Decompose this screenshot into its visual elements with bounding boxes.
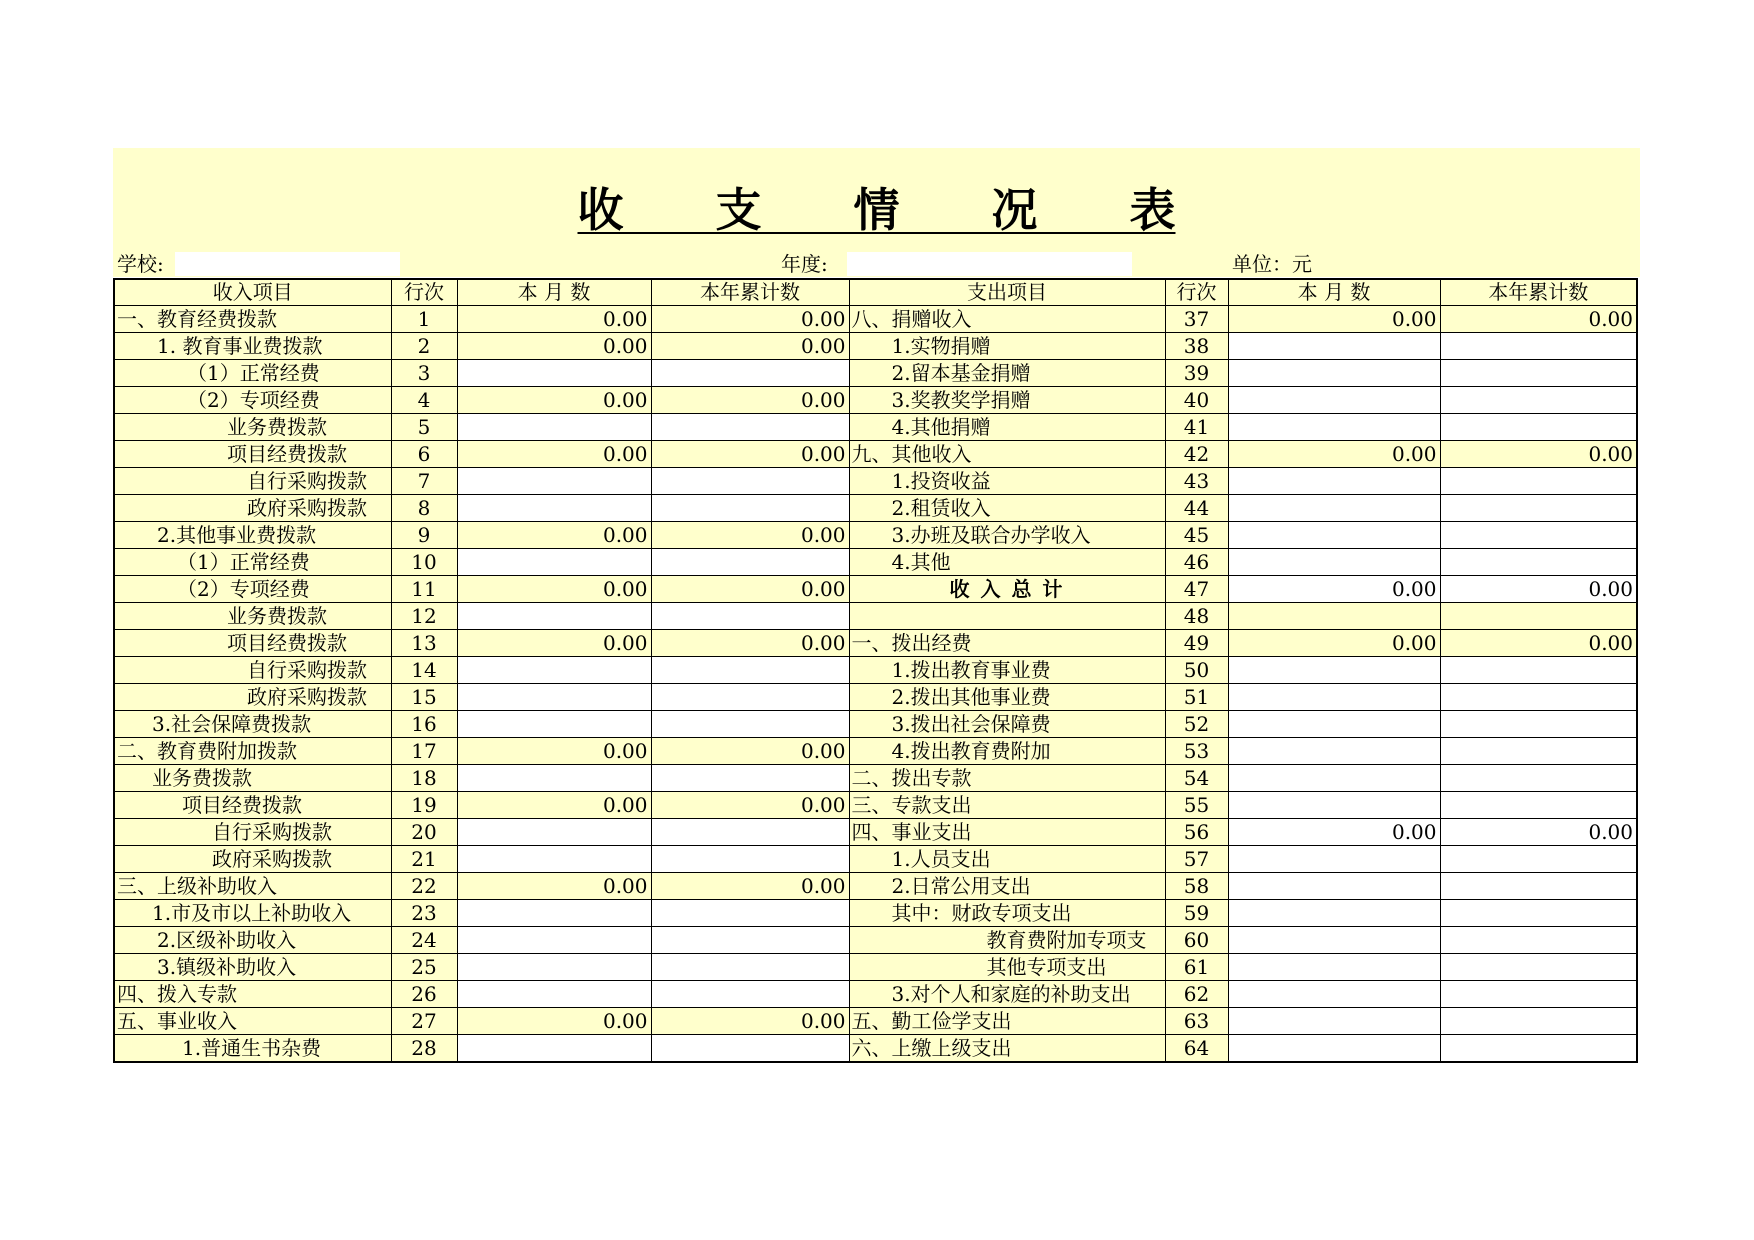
income-this-month-cell[interactable] xyxy=(457,846,651,873)
expense-ytd-cell[interactable]: 0.00 xyxy=(1440,441,1637,468)
expense-ytd-cell[interactable] xyxy=(1440,603,1637,630)
income-this-month-cell[interactable]: 0.00 xyxy=(457,522,651,549)
expense-ytd-cell[interactable] xyxy=(1440,981,1637,1008)
expense-row-no-cell[interactable]: 52 xyxy=(1165,711,1228,738)
income-item-cell[interactable]: 项目经费拨款 xyxy=(114,792,391,819)
income-ytd-cell[interactable]: 0.00 xyxy=(651,792,849,819)
income-row-no-cell[interactable]: 9 xyxy=(391,522,457,549)
income-this-month-cell[interactable] xyxy=(457,495,651,522)
expense-this-month-cell[interactable] xyxy=(1228,657,1440,684)
expense-ytd-cell[interactable] xyxy=(1440,387,1637,414)
income-this-month-cell[interactable]: 0.00 xyxy=(457,441,651,468)
expense-ytd-cell[interactable] xyxy=(1440,468,1637,495)
table-row xyxy=(114,360,1637,387)
expense-item-cell[interactable]: 六、上缴上级支出 xyxy=(849,1035,1165,1063)
income-ytd-cell[interactable]: 0.00 xyxy=(651,306,849,333)
income-row-no-cell[interactable]: 8 xyxy=(391,495,457,522)
expense-ytd-cell[interactable] xyxy=(1440,549,1637,576)
expense-this-month-cell[interactable] xyxy=(1228,711,1440,738)
expense-row-no-cell[interactable]: 44 xyxy=(1165,495,1228,522)
table-row xyxy=(114,1035,1637,1063)
income-ytd-cell[interactable] xyxy=(651,657,849,684)
expense-row-no-cell[interactable]: 40 xyxy=(1165,387,1228,414)
expense-ytd-cell[interactable] xyxy=(1440,900,1637,927)
unit-label: 单位：元 xyxy=(1232,252,1312,276)
expense-this-month-cell[interactable] xyxy=(1228,1008,1440,1035)
income-ytd-cell[interactable] xyxy=(651,819,849,846)
expense-ytd-cell[interactable]: 0.00 xyxy=(1440,576,1637,603)
table-row xyxy=(114,927,1637,954)
income-ytd-cell[interactable]: 0.00 xyxy=(651,333,849,360)
income-row-no-cell[interactable]: 15 xyxy=(391,684,457,711)
income-ytd-cell[interactable] xyxy=(651,414,849,441)
income-item-cell[interactable]: 项目经费拨款 xyxy=(114,630,391,657)
expense-row-no-cell[interactable]: 58 xyxy=(1165,873,1228,900)
table-row xyxy=(114,846,1637,873)
expense-item-cell[interactable]: 3.奖教奖学捐赠 xyxy=(849,387,1165,414)
income-this-month-cell[interactable]: 0.00 xyxy=(457,630,651,657)
expense-row-no-cell[interactable]: 39 xyxy=(1165,360,1228,387)
income-ytd-cell[interactable]: 0.00 xyxy=(651,630,849,657)
expense-this-month-cell[interactable] xyxy=(1228,684,1440,711)
income-ytd-cell[interactable] xyxy=(651,360,849,387)
expense-row-no-cell[interactable]: 37 xyxy=(1165,306,1228,333)
expense-ytd-cell[interactable] xyxy=(1440,711,1637,738)
income-ytd-cell[interactable] xyxy=(651,684,849,711)
table-row xyxy=(114,306,1637,333)
income-this-month-cell[interactable]: 0.00 xyxy=(457,576,651,603)
year-label: 年度: xyxy=(781,252,828,276)
income-item-cell[interactable]: 2.其他事业费拨款 xyxy=(114,522,391,549)
income-this-month-cell[interactable]: 0.00 xyxy=(457,792,651,819)
title-text: 收 支 情 况 表 xyxy=(577,183,1176,237)
income-item-cell[interactable]: 三、上级补助收入 xyxy=(114,873,391,900)
income-item-cell[interactable]: 五、事业收入 xyxy=(114,1008,391,1035)
income-row-no-cell[interactable]: 5 xyxy=(391,414,457,441)
income-row-no-cell[interactable]: 10 xyxy=(391,549,457,576)
table-row xyxy=(114,333,1637,360)
table-row xyxy=(114,819,1637,846)
expense-row-no-cell[interactable]: 64 xyxy=(1165,1035,1228,1063)
table-row xyxy=(114,684,1637,711)
income-ytd-cell[interactable]: 0.00 xyxy=(651,873,849,900)
expense-item-cell[interactable]: 3.办班及联合办学收入 xyxy=(849,522,1165,549)
expense-row-no-cell[interactable]: 54 xyxy=(1165,765,1228,792)
expense-this-month-cell[interactable] xyxy=(1228,792,1440,819)
income-row-no-cell[interactable]: 14 xyxy=(391,657,457,684)
income-item-cell[interactable]: （2）专项经费 xyxy=(114,387,391,414)
table-row xyxy=(114,495,1637,522)
expense-this-month-cell[interactable]: 0.00 xyxy=(1228,441,1440,468)
expense-item-cell[interactable]: 1.拨出教育事业费 xyxy=(849,657,1165,684)
income-item-cell[interactable]: 1.普通生书杂费 xyxy=(114,1035,391,1063)
expense-item-cell[interactable]: 五、勤工俭学支出 xyxy=(849,1008,1165,1035)
income-ytd-cell[interactable] xyxy=(651,846,849,873)
expense-ytd-cell[interactable] xyxy=(1440,846,1637,873)
col-income-item: 收入项目 xyxy=(114,279,391,306)
expense-ytd-cell[interactable] xyxy=(1440,360,1637,387)
expense-item-cell[interactable]: 1.投资收益 xyxy=(849,468,1165,495)
col-row-no-2: 行次 xyxy=(1165,279,1228,306)
table-row xyxy=(114,873,1637,900)
table-row xyxy=(114,792,1637,819)
expense-this-month-cell[interactable] xyxy=(1228,603,1440,630)
income-this-month-cell[interactable] xyxy=(457,711,651,738)
expense-item-cell[interactable]: 4.拨出教育费附加 xyxy=(849,738,1165,765)
income-ytd-cell[interactable] xyxy=(651,495,849,522)
income-row-no-cell[interactable]: 25 xyxy=(391,954,457,981)
income-item-cell[interactable]: 自行采购拨款 xyxy=(114,468,391,495)
expense-item-cell[interactable]: 4.其他 xyxy=(849,549,1165,576)
school-field[interactable] xyxy=(175,252,400,276)
expense-row-no-cell[interactable]: 51 xyxy=(1165,684,1228,711)
table-row xyxy=(114,630,1637,657)
income-row-no-cell[interactable]: 1 xyxy=(391,306,457,333)
col-year-to-date-2: 本年累计数 xyxy=(1440,279,1637,306)
expense-this-month-cell[interactable] xyxy=(1228,873,1440,900)
income-item-cell[interactable]: 政府采购拨款 xyxy=(114,495,391,522)
income-item-cell[interactable]: 业务费拨款 xyxy=(114,765,391,792)
expense-item-cell[interactable]: 三、专款支出 xyxy=(849,792,1165,819)
expense-item-cell[interactable]: 3.拨出社会保障费 xyxy=(849,711,1165,738)
expense-row-no-cell[interactable]: 59 xyxy=(1165,900,1228,927)
col-this-month-2: 本 月 数 xyxy=(1228,279,1440,306)
expense-row-no-cell[interactable]: 50 xyxy=(1165,657,1228,684)
income-this-month-cell[interactable] xyxy=(457,954,651,981)
income-row-no-cell[interactable]: 22 xyxy=(391,873,457,900)
year-field[interactable] xyxy=(847,252,1132,276)
income-ytd-cell[interactable] xyxy=(651,603,849,630)
expense-item-cell[interactable]: 2.日常公用支出 xyxy=(849,873,1165,900)
income-item-cell[interactable]: （1）正常经费 xyxy=(114,360,391,387)
expense-this-month-cell[interactable] xyxy=(1228,468,1440,495)
expense-this-month-cell[interactable] xyxy=(1228,414,1440,441)
expense-item-cell[interactable]: 其中：财政专项支出 xyxy=(849,900,1165,927)
table-row xyxy=(114,657,1637,684)
income-item-cell[interactable]: 业务费拨款 xyxy=(114,414,391,441)
expense-row-no-cell[interactable]: 60 xyxy=(1165,927,1228,954)
page-title xyxy=(113,174,1640,240)
table-row xyxy=(114,576,1637,603)
income-this-month-cell[interactable]: 0.00 xyxy=(457,306,651,333)
income-ytd-cell[interactable] xyxy=(651,900,849,927)
expense-item-cell[interactable]: 其他专项支出 xyxy=(849,954,1165,981)
report-sheet xyxy=(113,148,1640,1085)
expense-row-no-cell[interactable]: 48 xyxy=(1165,603,1228,630)
expense-row-no-cell[interactable]: 53 xyxy=(1165,738,1228,765)
table-row xyxy=(114,387,1637,414)
expense-this-month-cell[interactable]: 0.00 xyxy=(1228,819,1440,846)
expense-row-no-cell[interactable]: 47 xyxy=(1165,576,1228,603)
income-row-no-cell[interactable]: 4 xyxy=(391,387,457,414)
expense-ytd-cell[interactable] xyxy=(1440,684,1637,711)
income-this-month-cell[interactable] xyxy=(457,684,651,711)
expense-row-no-cell[interactable]: 57 xyxy=(1165,846,1228,873)
income-row-no-cell[interactable]: 6 xyxy=(391,441,457,468)
income-row-no-cell[interactable]: 28 xyxy=(391,1035,457,1063)
table-row xyxy=(114,549,1637,576)
expense-item-cell[interactable]: 一、拨出经费 xyxy=(849,630,1165,657)
income-row-no-cell[interactable]: 7 xyxy=(391,468,457,495)
expense-row-no-cell[interactable]: 61 xyxy=(1165,954,1228,981)
income-this-month-cell[interactable] xyxy=(457,927,651,954)
table-row xyxy=(114,522,1637,549)
income-ytd-cell[interactable]: 0.00 xyxy=(651,387,849,414)
expense-ytd-cell[interactable] xyxy=(1440,1035,1637,1063)
income-row-no-cell[interactable]: 20 xyxy=(391,819,457,846)
expense-item-cell[interactable]: 四、事业支出 xyxy=(849,819,1165,846)
income-ytd-cell[interactable]: 0.00 xyxy=(651,738,849,765)
income-this-month-cell[interactable] xyxy=(457,900,651,927)
income-ytd-cell[interactable] xyxy=(651,711,849,738)
income-item-cell[interactable]: 3.社会保障费拨款 xyxy=(114,711,391,738)
income-row-no-cell[interactable]: 12 xyxy=(391,603,457,630)
expense-item-cell[interactable]: 1.人员支出 xyxy=(849,846,1165,873)
expense-ytd-cell[interactable] xyxy=(1440,414,1637,441)
expense-item-cell[interactable]: 八、捐赠收入 xyxy=(849,306,1165,333)
expense-this-month-cell[interactable] xyxy=(1228,333,1440,360)
income-item-cell[interactable]: 二、教育费附加拨款 xyxy=(114,738,391,765)
income-this-month-cell[interactable] xyxy=(457,414,651,441)
income-this-month-cell[interactable] xyxy=(457,765,651,792)
income-ytd-cell[interactable]: 0.00 xyxy=(651,441,849,468)
expense-row-no-cell[interactable]: 45 xyxy=(1165,522,1228,549)
income-this-month-cell[interactable] xyxy=(457,1035,651,1063)
expense-ytd-cell[interactable] xyxy=(1440,927,1637,954)
income-row-no-cell[interactable]: 2 xyxy=(391,333,457,360)
expense-row-no-cell[interactable]: 46 xyxy=(1165,549,1228,576)
income-item-cell[interactable]: （1）正常经费 xyxy=(114,549,391,576)
expense-ytd-cell[interactable]: 0.00 xyxy=(1440,630,1637,657)
col-expense-item: 支出项目 xyxy=(849,279,1165,306)
expense-row-no-cell[interactable]: 43 xyxy=(1165,468,1228,495)
income-row-no-cell[interactable]: 23 xyxy=(391,900,457,927)
expense-this-month-cell[interactable] xyxy=(1228,765,1440,792)
table-row xyxy=(114,441,1637,468)
expense-this-month-cell[interactable]: 0.00 xyxy=(1228,630,1440,657)
income-this-month-cell[interactable] xyxy=(457,981,651,1008)
table-row xyxy=(114,468,1637,495)
income-item-cell[interactable]: 一、教育经费拨款 xyxy=(114,306,391,333)
expense-this-month-cell[interactable] xyxy=(1228,549,1440,576)
expense-ytd-cell[interactable] xyxy=(1440,522,1637,549)
expense-item-cell[interactable]: 九、其他收入 xyxy=(849,441,1165,468)
expense-ytd-cell[interactable] xyxy=(1440,954,1637,981)
income-item-cell[interactable]: 自行采购拨款 xyxy=(114,819,391,846)
income-item-cell[interactable]: 政府采购拨款 xyxy=(114,846,391,873)
income-ytd-cell[interactable]: 0.00 xyxy=(651,576,849,603)
expense-item-cell[interactable]: 2.留本基金捐赠 xyxy=(849,360,1165,387)
table-row xyxy=(114,954,1637,981)
income-this-month-cell[interactable] xyxy=(457,819,651,846)
expense-this-month-cell[interactable] xyxy=(1228,387,1440,414)
table-row xyxy=(114,900,1637,927)
income-row-no-cell[interactable]: 21 xyxy=(391,846,457,873)
expense-row-no-cell[interactable]: 56 xyxy=(1165,819,1228,846)
income-expense-table xyxy=(113,278,1638,1063)
income-item-cell[interactable]: 1.市及市以上补助收入 xyxy=(114,900,391,927)
income-item-cell[interactable]: 2.区级补助收入 xyxy=(114,927,391,954)
income-ytd-cell[interactable]: 0.00 xyxy=(651,522,849,549)
expense-this-month-cell[interactable] xyxy=(1228,900,1440,927)
income-this-month-cell[interactable]: 0.00 xyxy=(457,873,651,900)
income-row-no-cell[interactable]: 18 xyxy=(391,765,457,792)
expense-this-month-cell[interactable]: 0.00 xyxy=(1228,306,1440,333)
expense-ytd-cell[interactable] xyxy=(1440,495,1637,522)
expense-item-cell[interactable]: 1.实物捐赠 xyxy=(849,333,1165,360)
expense-item-cell[interactable]: 二、拨出专款 xyxy=(849,765,1165,792)
income-this-month-cell[interactable]: 0.00 xyxy=(457,738,651,765)
expense-item-cell[interactable] xyxy=(849,603,1165,630)
expense-this-month-cell[interactable]: 0.00 xyxy=(1228,576,1440,603)
expense-row-no-cell[interactable]: 49 xyxy=(1165,630,1228,657)
income-ytd-cell[interactable] xyxy=(651,765,849,792)
income-this-month-cell[interactable] xyxy=(457,657,651,684)
income-row-no-cell[interactable]: 16 xyxy=(391,711,457,738)
expense-this-month-cell[interactable] xyxy=(1228,1035,1440,1063)
income-item-cell[interactable]: 3.镇级补助收入 xyxy=(114,954,391,981)
table-header-row xyxy=(114,279,1637,306)
income-row-no-cell[interactable]: 24 xyxy=(391,927,457,954)
table-row xyxy=(114,765,1637,792)
expense-ytd-cell[interactable] xyxy=(1440,657,1637,684)
expense-ytd-cell[interactable]: 0.00 xyxy=(1440,819,1637,846)
expense-this-month-cell[interactable] xyxy=(1228,927,1440,954)
income-ytd-cell[interactable] xyxy=(651,468,849,495)
income-row-no-cell[interactable]: 27 xyxy=(391,1008,457,1035)
table-row xyxy=(114,738,1637,765)
income-item-cell[interactable]: （2）专项经费 xyxy=(114,576,391,603)
income-this-month-cell[interactable] xyxy=(457,360,651,387)
expense-row-no-cell[interactable]: 62 xyxy=(1165,981,1228,1008)
expense-item-cell[interactable]: 教育费附加专项支 xyxy=(849,927,1165,954)
income-row-no-cell[interactable]: 26 xyxy=(391,981,457,1008)
table-row xyxy=(114,711,1637,738)
expense-item-cell[interactable]: 4.其他捐赠 xyxy=(849,414,1165,441)
income-this-month-cell[interactable]: 0.00 xyxy=(457,333,651,360)
income-ytd-cell[interactable] xyxy=(651,981,849,1008)
expense-row-no-cell[interactable]: 63 xyxy=(1165,1008,1228,1035)
expense-ytd-cell[interactable] xyxy=(1440,738,1637,765)
col-this-month: 本 月 数 xyxy=(457,279,651,306)
table-row xyxy=(114,981,1637,1008)
income-ytd-cell[interactable] xyxy=(651,927,849,954)
expense-this-month-cell[interactable] xyxy=(1228,738,1440,765)
income-row-no-cell[interactable]: 17 xyxy=(391,738,457,765)
school-label: 学校: xyxy=(117,252,164,276)
income-this-month-cell[interactable]: 0.00 xyxy=(457,387,651,414)
expense-this-month-cell[interactable] xyxy=(1228,981,1440,1008)
expense-row-no-cell[interactable]: 38 xyxy=(1165,333,1228,360)
table-row xyxy=(114,1008,1637,1035)
expense-row-no-cell[interactable]: 55 xyxy=(1165,792,1228,819)
expense-ytd-cell[interactable] xyxy=(1440,1008,1637,1035)
col-row-no: 行次 xyxy=(391,279,457,306)
total-income-label-cell[interactable]: 收 入 总 计 xyxy=(849,576,1165,603)
expense-row-no-cell[interactable]: 42 xyxy=(1165,441,1228,468)
income-item-cell[interactable]: 项目经费拨款 xyxy=(114,441,391,468)
income-this-month-cell[interactable] xyxy=(457,549,651,576)
income-row-no-cell[interactable]: 3 xyxy=(391,360,457,387)
expense-ytd-cell[interactable] xyxy=(1440,792,1637,819)
expense-item-cell[interactable]: 3.对个人和家庭的补助支出 xyxy=(849,981,1165,1008)
expense-row-no-cell[interactable]: 41 xyxy=(1165,414,1228,441)
income-ytd-cell[interactable] xyxy=(651,954,849,981)
expense-item-cell[interactable]: 2.租赁收入 xyxy=(849,495,1165,522)
income-item-cell[interactable]: 政府采购拨款 xyxy=(114,684,391,711)
income-this-month-cell[interactable] xyxy=(457,468,651,495)
income-item-cell[interactable]: 业务费拨款 xyxy=(114,603,391,630)
income-ytd-cell[interactable] xyxy=(651,549,849,576)
income-row-no-cell[interactable]: 11 xyxy=(391,576,457,603)
expense-ytd-cell[interactable]: 0.00 xyxy=(1440,306,1637,333)
income-item-cell[interactable]: 四、拨入专款 xyxy=(114,981,391,1008)
expense-this-month-cell[interactable] xyxy=(1228,954,1440,981)
expense-this-month-cell[interactable] xyxy=(1228,846,1440,873)
income-ytd-cell[interactable] xyxy=(651,1035,849,1063)
income-row-no-cell[interactable]: 13 xyxy=(391,630,457,657)
income-this-month-cell[interactable]: 0.00 xyxy=(457,1008,651,1035)
expense-this-month-cell[interactable] xyxy=(1228,522,1440,549)
income-this-month-cell[interactable] xyxy=(457,603,651,630)
expense-ytd-cell[interactable] xyxy=(1440,333,1637,360)
table-row xyxy=(114,414,1637,441)
expense-ytd-cell[interactable] xyxy=(1440,873,1637,900)
col-year-to-date: 本年累计数 xyxy=(651,279,849,306)
expense-this-month-cell[interactable] xyxy=(1228,495,1440,522)
expense-ytd-cell[interactable] xyxy=(1440,765,1637,792)
income-item-cell[interactable]: 自行采购拨款 xyxy=(114,657,391,684)
table-row xyxy=(114,603,1637,630)
income-item-cell[interactable]: 1. 教育事业费拨款 xyxy=(114,333,391,360)
income-ytd-cell[interactable]: 0.00 xyxy=(651,1008,849,1035)
income-row-no-cell[interactable]: 19 xyxy=(391,792,457,819)
expense-item-cell[interactable]: 2.拨出其他事业费 xyxy=(849,684,1165,711)
expense-this-month-cell[interactable] xyxy=(1228,360,1440,387)
